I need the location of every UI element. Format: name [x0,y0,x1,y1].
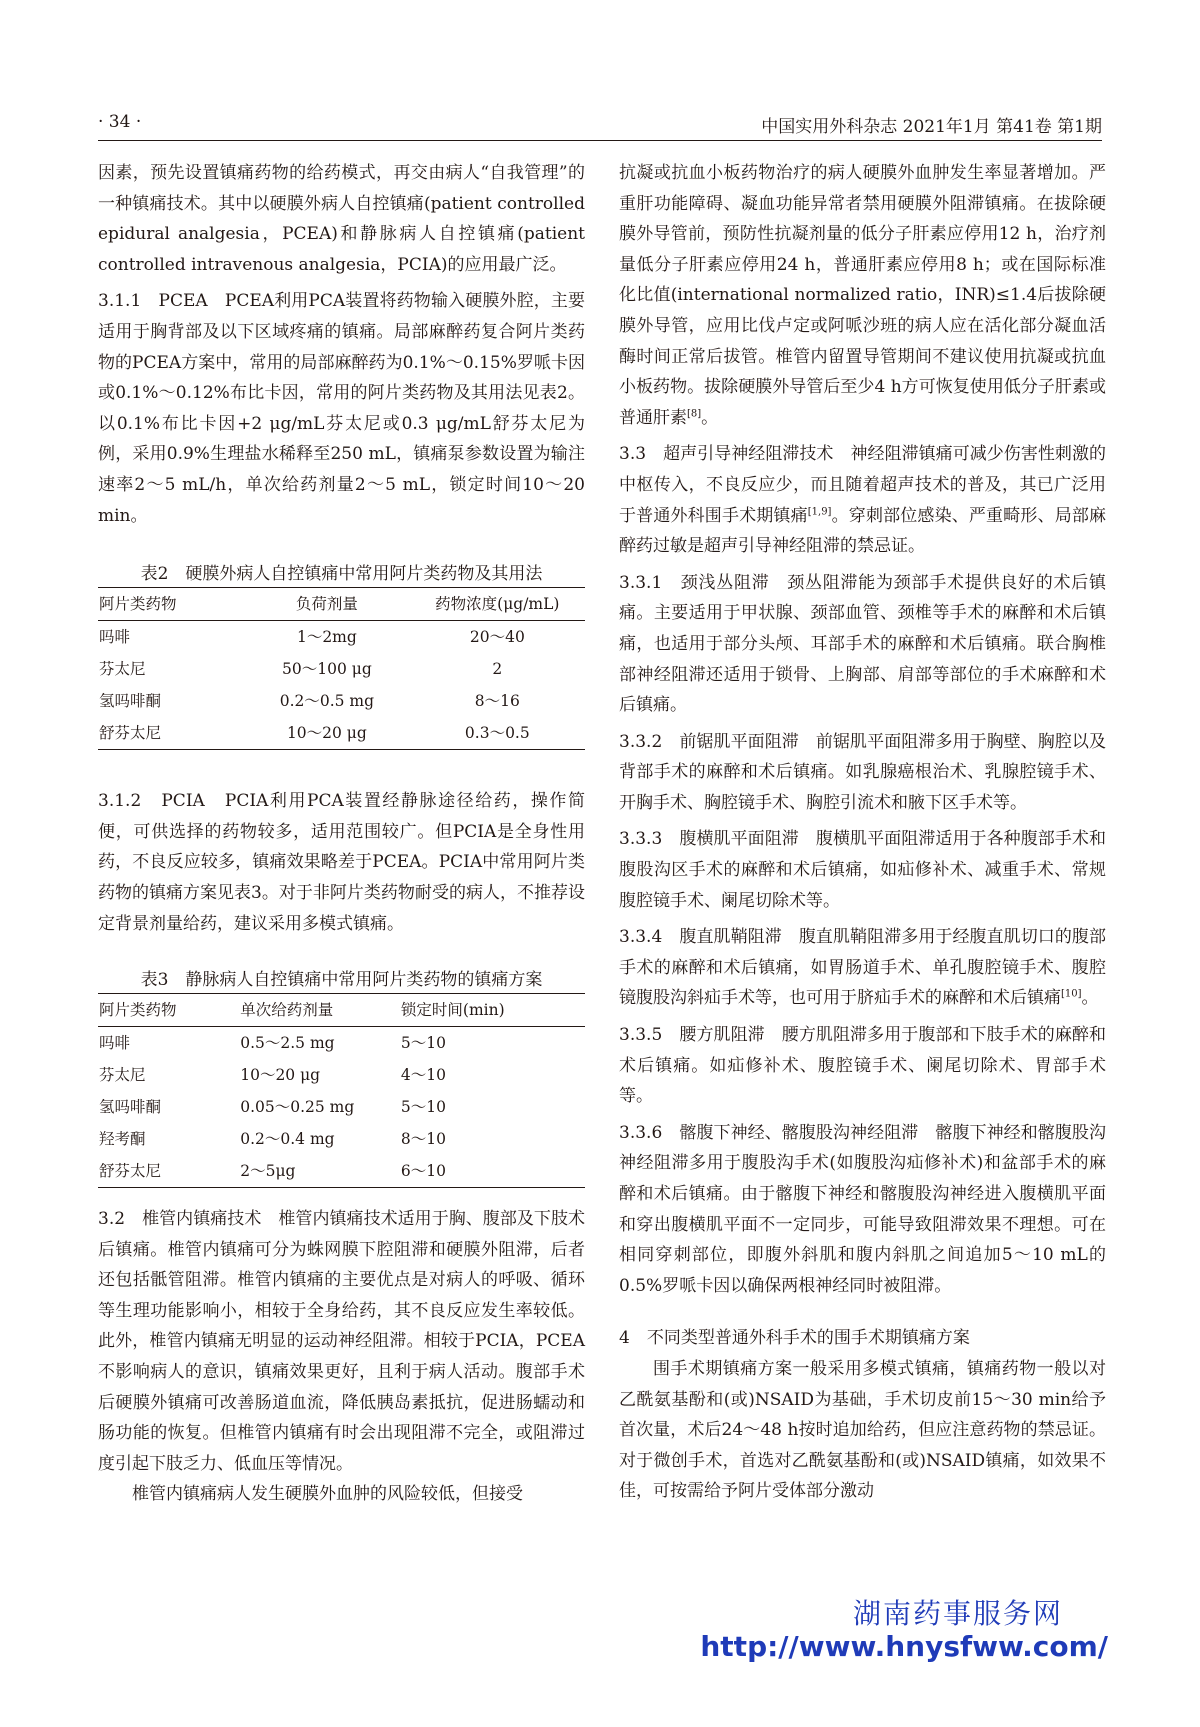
table-header-cell: 药物浓度(μg/mL) [410,588,585,621]
citation: [1,9] [807,505,832,517]
table-cell: 8～16 [474,692,520,711]
table-2 [98,587,585,750]
paragraph: 围手术期镇痛方案一般采用多模式镇痛，镇痛药物一般以对乙酰氨基酚和(或)NSAID为基础，手术切皮前15～30 min给予首次量，术后24～48 h按时追加给药，但应注意药物的禁忌证。对于微创手术，首选对乙酰氨基酚和(或)NSAID镇痛，如效果不佳，可按需给予阿片受体部分激动 [619,1358,1106,1502]
table-cell: 2～5μg [240,1162,296,1181]
table-cell: 4～10 [400,1066,447,1085]
table-cell: 0.2～0.4 mg [240,1130,335,1149]
table-header-cell: 阿片类药物 [98,588,244,621]
table-cell: 5～10 [400,1034,447,1053]
table-row [98,685,585,717]
table-3-caption: 表3 静脉病人自控镇痛中常用阿片类药物的镇痛方案 [140,970,543,991]
table-row [98,717,585,750]
table-cell: 5～10 [400,1098,447,1117]
table-header-cell: 阿片类药物 [98,994,239,1027]
table-cell: 吗啡 [99,628,131,647]
table-cell: 氢吗啡酮 [99,692,162,711]
table-2-caption: 表2 硬膜外病人自控镇痛中常用阿片类药物及其用法 [140,564,543,585]
table-cell: 8～10 [400,1130,447,1149]
table-cell: 10～20 μg [240,1066,321,1085]
table-cell: 芬太尼 [99,1066,146,1085]
table-cell: 芬太尼 [99,660,146,679]
table-row [98,1091,585,1123]
header-rule [98,140,1102,141]
table-row [98,1059,585,1091]
section-3-3-5: 3.3.5 腰方肌阻滞 腰方肌阻滞多用于腹部和下肢手术的麻醉和术后镇痛。如疝修补术、腹腔镜手术、阑尾切除术、胃部手术等。 [619,1025,1106,1107]
table-3 [98,993,585,1188]
table-cell: 6～10 [400,1162,447,1181]
section-3-3-1: 3.3.1 颈浅丛阻滞 颈丛阻滞能为颈部手术提供良好的术后镇痛。主要适用于甲状腺、颈部血管、颈椎等手术的麻醉和术后镇痛，也适用于部分头颅、耳部手术的麻醉和术后镇痛。联合胸椎部神经阻滞还适用于锁骨、上胸部、肩部等部位的手术麻醉和术后镇痛。 [619,572,1106,716]
section-3-3-6: 3.3.6 髂腹下神经、髂腹股沟神经阻滞 髂腹下神经和髂腹股沟神经阻滞多用于腹股沟手术(如腹股沟疝修补术)和盆部手术的麻醉和术后镇痛。由于髂腹下神经和髂腹股沟神经进入腹横肌平面和穿出腹横肌平面不一定同步，可能导致阻滞效果不理想。可在相同穿刺部位，即腹外斜肌和腹内斜肌之间追加5～10 mL的0.5%罗哌卡因以确保两根神经同时被阻滞。 [619,1122,1106,1296]
citation: [8] [687,408,702,420]
right-column [619,158,1106,1507]
table-cell: 0.3～0.5 [464,724,530,743]
table-cell: 2 [492,660,503,679]
table-header-cell: 单次给药剂量 [239,994,400,1027]
paragraph-text: 3.3.4 腹直肌鞘阻滞 腹直肌鞘阻滞多用于经腹直肌切口的腹部手术的麻醉和术后镇痛，如胃肠道手术、单孔腹腔镜手术、腹腔镜腹股沟斜疝手术等，也可用于脐疝手术的麻醉和术后镇痛 [619,927,1106,1009]
section-3-3 [619,439,1106,561]
paragraph-text: 。 [1081,988,1099,1009]
table-cell: 10～20 μg [286,724,367,743]
table-row [98,621,585,654]
table-cell: 氢吗啡酮 [99,1098,162,1117]
table-row [98,1123,585,1155]
table-header-row [98,994,585,1027]
section-3-1-2: 3.1.2 PCIA PCIA利用PCA装置经静脉途径给药，操作简便，可供选择的药物较多，适用范围较广。但PCIA是全身性用药，不良反应较多，镇痛效果略差于PCEA。PCIA中常用阿片类药物的镇痛方案见表3。对于非阿片类药物耐受的病人，不推荐设定背景剂量给药，建议采用多模式镇痛。 [98,791,585,934]
table-cell: 舒芬太尼 [99,1162,162,1181]
section-3-2: 3.2 椎管内镇痛技术 椎管内镇痛技术适用于胸、腹部及下肢术后镇痛。椎管内镇痛可分为蛛网膜下腔阻滞和硬膜外阻滞，后者还包括骶管阻滞。椎管内镇痛的主要优点是对病人的呼吸、循环等生理功能影响小，相较于全身给药，其不良反应发生率较低。此外，椎管内镇痛无明显的运动神经阻滞。相较于PCIA，PCEA不影响病人的意识，镇痛效果更好，且利于病人活动。腹部手术后硬膜外镇痛可改善肠道血流，降低胰岛素抵抗，促进肠蠕动和肠功能的恢复。但椎管内镇痛有时会出现阻滞不完全，或阻滞过度引起下肢乏力、低血压等情况。 [98,1209,585,1474]
running-header [98,108,1102,138]
table-cell: 0.05～0.25 mg [240,1098,355,1117]
section-3-1-1: 3.1.1 PCEA PCEA利用PCA装置将药物输入硬膜外腔，主要适用于胸背部及以下区域疼痛的镇痛。局部麻醉药复合阿片类药物的PCEA方案中，常用的局部麻醉药为0.1%～0.15%罗哌卡因或0.1%～0.12%布比卡因，常用的阿片类药物及其用法见表2。以0.1%布比卡因+2 μg/mL芬太尼或0.3 μg/mL舒芬太尼为例，采用0.9%生理盐水稀释至250 mL，镇痛泵参数设置为输注速率2～5 mL/h，单次给药剂量2～5 mL，锁定时间10～20 min。 [98,291,585,526]
table-cell: 1～2mg [296,628,357,647]
watermark-url[interactable]: http://www.hnysfww.com/ [700,1630,1108,1663]
citation: [10] [1061,988,1082,1000]
table-cell: 20～40 [469,628,525,647]
table-row [98,653,585,685]
table-header-cell: 锁定时间(min) [400,994,585,1027]
paragraph-text: 。穿刺部位感染、严重畸形、局部麻醉药过敏是超声引导神经阻滞的禁忌证。 [619,505,1107,557]
paragraph: 因素，预先设置镇痛药物的给药模式，再交由病人“自我管理”的一种镇痛技术。其中以硬膜外病人自控镇痛(patient controlled epidural analgesia，PCEA)和静脉病人自控镇痛(patient controlled intravenous analgesia，PCIA)的应用最广泛。 [98,163,585,275]
section-3-3-3: 3.3.3 腹横肌平面阻滞 腹横肌平面阻滞适用于各种腹部手术和腹股沟区手术的麻醉和术后镇痛，如疝修补术、减重手术、常规腹腔镜手术、阑尾切除术等。 [619,829,1106,911]
watermark-title: 湖南药事服务网 [852,1597,1063,1630]
table-header-cell: 负荷剂量 [244,588,410,621]
paragraph-text: 3.3 超声引导神经阻滞技术 神经阻滞镇痛可减少伤害性刺激的中枢传入，不良反应少，而且随着超声技术的普及，其已广泛用于普通外科围手术期镇痛 [619,444,1106,526]
table-cell: 吗啡 [99,1034,131,1053]
table-header-row [98,588,585,621]
left-column [98,158,585,1510]
table-cell: 舒芬太尼 [99,724,162,743]
section-3-3-2: 3.3.2 前锯肌平面阻滞 前锯肌平面阻滞多用于胸壁、胸腔以及背部手术的麻醉和术后镇痛。如乳腺癌根治术、乳腺腔镜手术、开胸手术、胸腔镜手术、胸腔引流术和腋下区手术等。 [619,731,1106,813]
table-row [98,1155,585,1188]
table-cell: 0.5～2.5 mg [240,1034,335,1053]
section-4-heading: 4 不同类型普通外科手术的围手术期镇痛方案 [619,1328,970,1349]
table-row [98,1027,585,1060]
journal-info: 中国实用外科杂志 2021年1月 第41卷 第1期 [761,117,1102,137]
paragraph-text: 抗凝或抗血小板药物治疗的病人硬膜外血肿发生率显著增加。严重肝功能障碍、凝血功能异常者禁用硬膜外阻滞镇痛。在拔除硬膜外导管前，预防性抗凝剂量的低分子肝素应停用12 h，治疗剂量低分子肝素应停用24 h，普通肝素应停用8 h；或在国际标准化比值(international normalized ratio，INR)≤1.4后拔除硬膜外导管，应用比伐卢定或阿哌沙班的病人应在活化部分凝血活酶时间正常后拔管。椎管内留置导管期间不建议使用抗凝或抗血小板药物。拔除硬膜外导管后至少4 h方可恢复使用低分子肝素或普通肝素 [619,163,1106,428]
page-number: · 34 · [98,112,142,132]
paragraph: 椎管内镇痛病人发生硬膜外血肿的风险较低，但接受 [132,1484,523,1505]
table-cell: 0.2～0.5 mg [279,692,375,711]
paragraph-text: 。 [701,407,719,428]
section-3-3-4 [619,922,1106,1014]
paragraph [619,158,1106,433]
table-cell: 50～100 μg [282,660,372,679]
table-cell: 羟考酮 [99,1130,146,1149]
